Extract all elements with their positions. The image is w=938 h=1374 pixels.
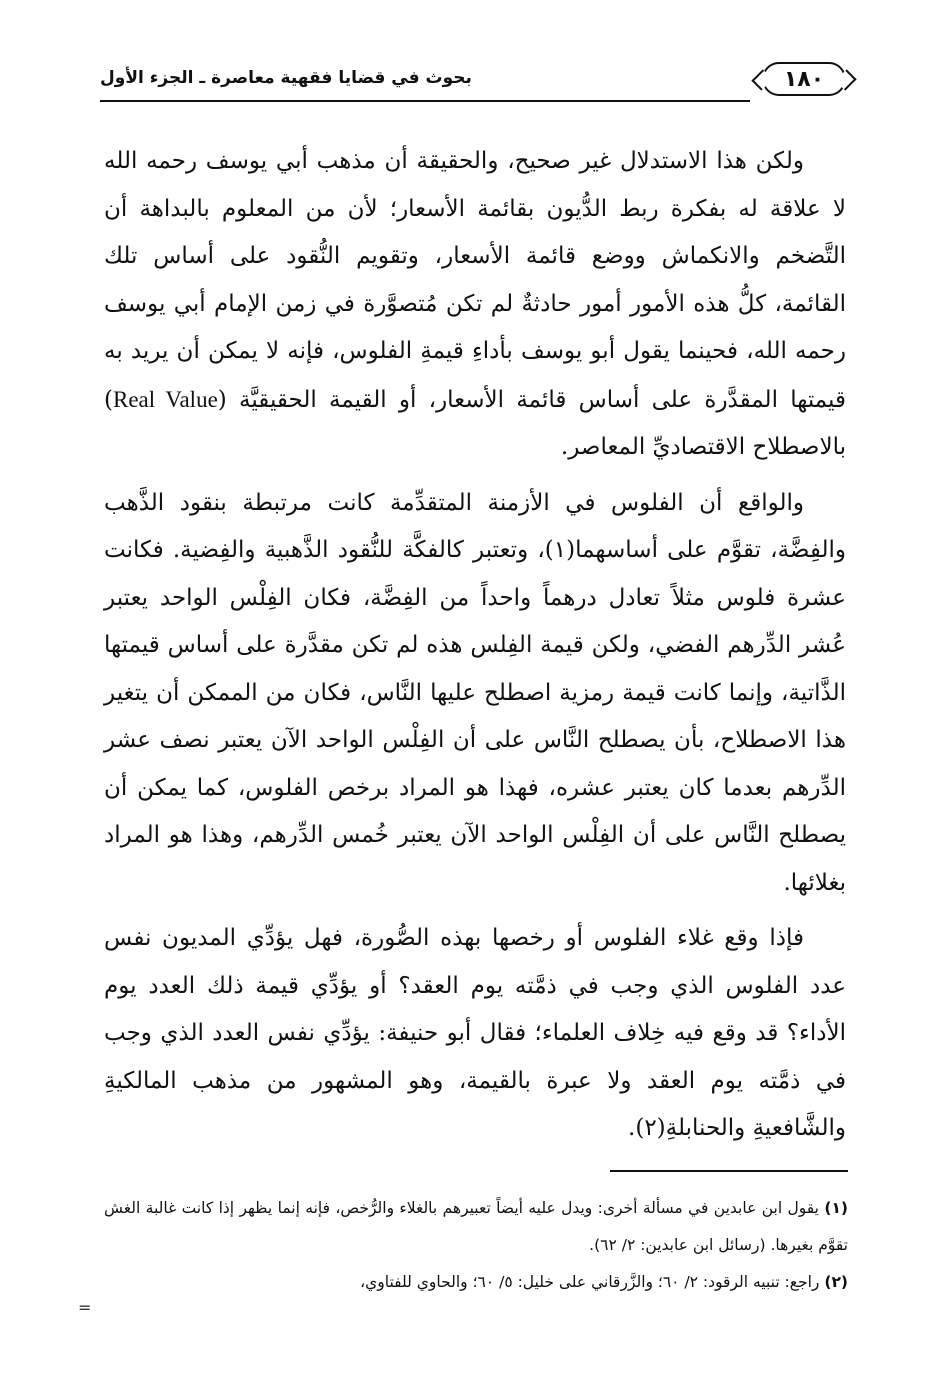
footnote-2-text: راجع: تنبيه الرقود: ٢/ ٦٠؛ والزَّرقاني على خليل: ٥/ ٦٠؛ والحاوي للفتاوي، — [360, 1273, 820, 1291]
footnotes — [104, 1190, 848, 1301]
footnote-rule — [610, 1170, 848, 1172]
latin-term: Real Value — [112, 386, 218, 412]
footnote-1 — [104, 1190, 848, 1264]
paragraph-1-text-a: ولكن هذا الاستدلال غير صحيح، والحقيقة أن مذهب أبي يوسف رحمه الله لا علاقة له بفكرة ربط الدُّيون بقائمة الأسعار؛ لأن من المعلوم بالبداهة أن التَّضخم والانكماش ووضع قائمة الأسعار، وتقويم النُّقود على أساس تلك القائمة، كلُّ هذه الأمور أمور حادثةٌ لم تكن مُتصوَّرة في زمن الإمام أبي يوسف رحمه الله، فحينما يقول أبو يوسف بأداءِ قيمةِ الفلوس، فإنه لا يمكن أن يريد به قيمتها المقدَّرة على أساس قائمة الأسعار، أو القيمة الحقيقيَّة ( — [104, 148, 846, 413]
paragraph-1 — [104, 138, 846, 472]
page-header — [100, 62, 846, 100]
footnote-1-text: يقول ابن عابدين في مسألة أخرى: ويدل عليه أيضاً تعبيرهم بالغلاء والرُّخص، فإنه إنما يظهر إذا كانت غالبة الغش تقوَّم بغيرها. (رسائل ابن عابدين: ٢/ ٦٢). — [104, 1199, 848, 1254]
footnote-2 — [104, 1264, 848, 1301]
paragraph-1-text-b: ) بالاصطلاح الاقتصاديِّ المعاصر. — [104, 386, 846, 460]
footnote-1-number: (١) — [824, 1199, 848, 1217]
main-text — [104, 138, 846, 1161]
header-rule — [100, 100, 750, 102]
running-title: بحوث في قضايا فقهية معاصرة ـ الجزء الأول — [100, 68, 472, 88]
continuation-mark: = — [78, 1298, 92, 1317]
page-number: ١٨٠ — [762, 62, 846, 96]
footnote-2-number: (٢) — [824, 1273, 848, 1291]
paragraph-3: فإذا وقع غلاء الفلوس أو رخصها بهذه الصُّورة، فهل يؤدِّي المديون نفس عدد الفلوس الذي وجب في ذمَّته يوم العقد؟ أو يؤدِّي قيمة ذلك العدد يوم الأداء؟ قد وقع فيه خِلاف العلماء؛ فقال أبو حنيفة: يؤدِّي نفس العدد الذي وجب في ذمَّته يوم العقد ولا عبرة بالقيمة، وهو المشهور من مذهب المالكيةِ والشَّافعيةِ والحنابلةِ(٢). — [104, 925, 846, 1141]
paragraph-2: والواقع أن الفلوس في الأزمنة المتقدِّمة كانت مرتبطة بنقود الذَّهب والفِضَّة، تقوَّم على أساسهما(١)، وتعتبر كالفكَّة للنُّقود الذَّهبية والفِضية. فكانت عشرة فلوس مثلاً تعادل درهماً واحداً من الفِضَّة، فكان الفِلْس الواحد يعتبر عُشر الدِّرهم الفضي، ولكن قيمة الفِلس هذه لم تكن مقدَّرة على أساس قيمتها الذَّاتية، وإنما كانت قيمة رمزية اصطلح عليها النَّاس، فكان من الممكن أن يتغير هذا الاصطلاح، بأن يصطلح النَّاس على أن الفِلْس الواحد الآن يعتبر نصف عشر الدِّرهم بعدما كان يعتبر عشره، فهذا هو المراد برخص الفلوس، كما يمكن أن يصطلح النَّاس على أن الفِلْس الواحد الآن يعتبر خُمس الدِّرهم، وهذا هو المراد بغلائها. — [104, 489, 847, 896]
